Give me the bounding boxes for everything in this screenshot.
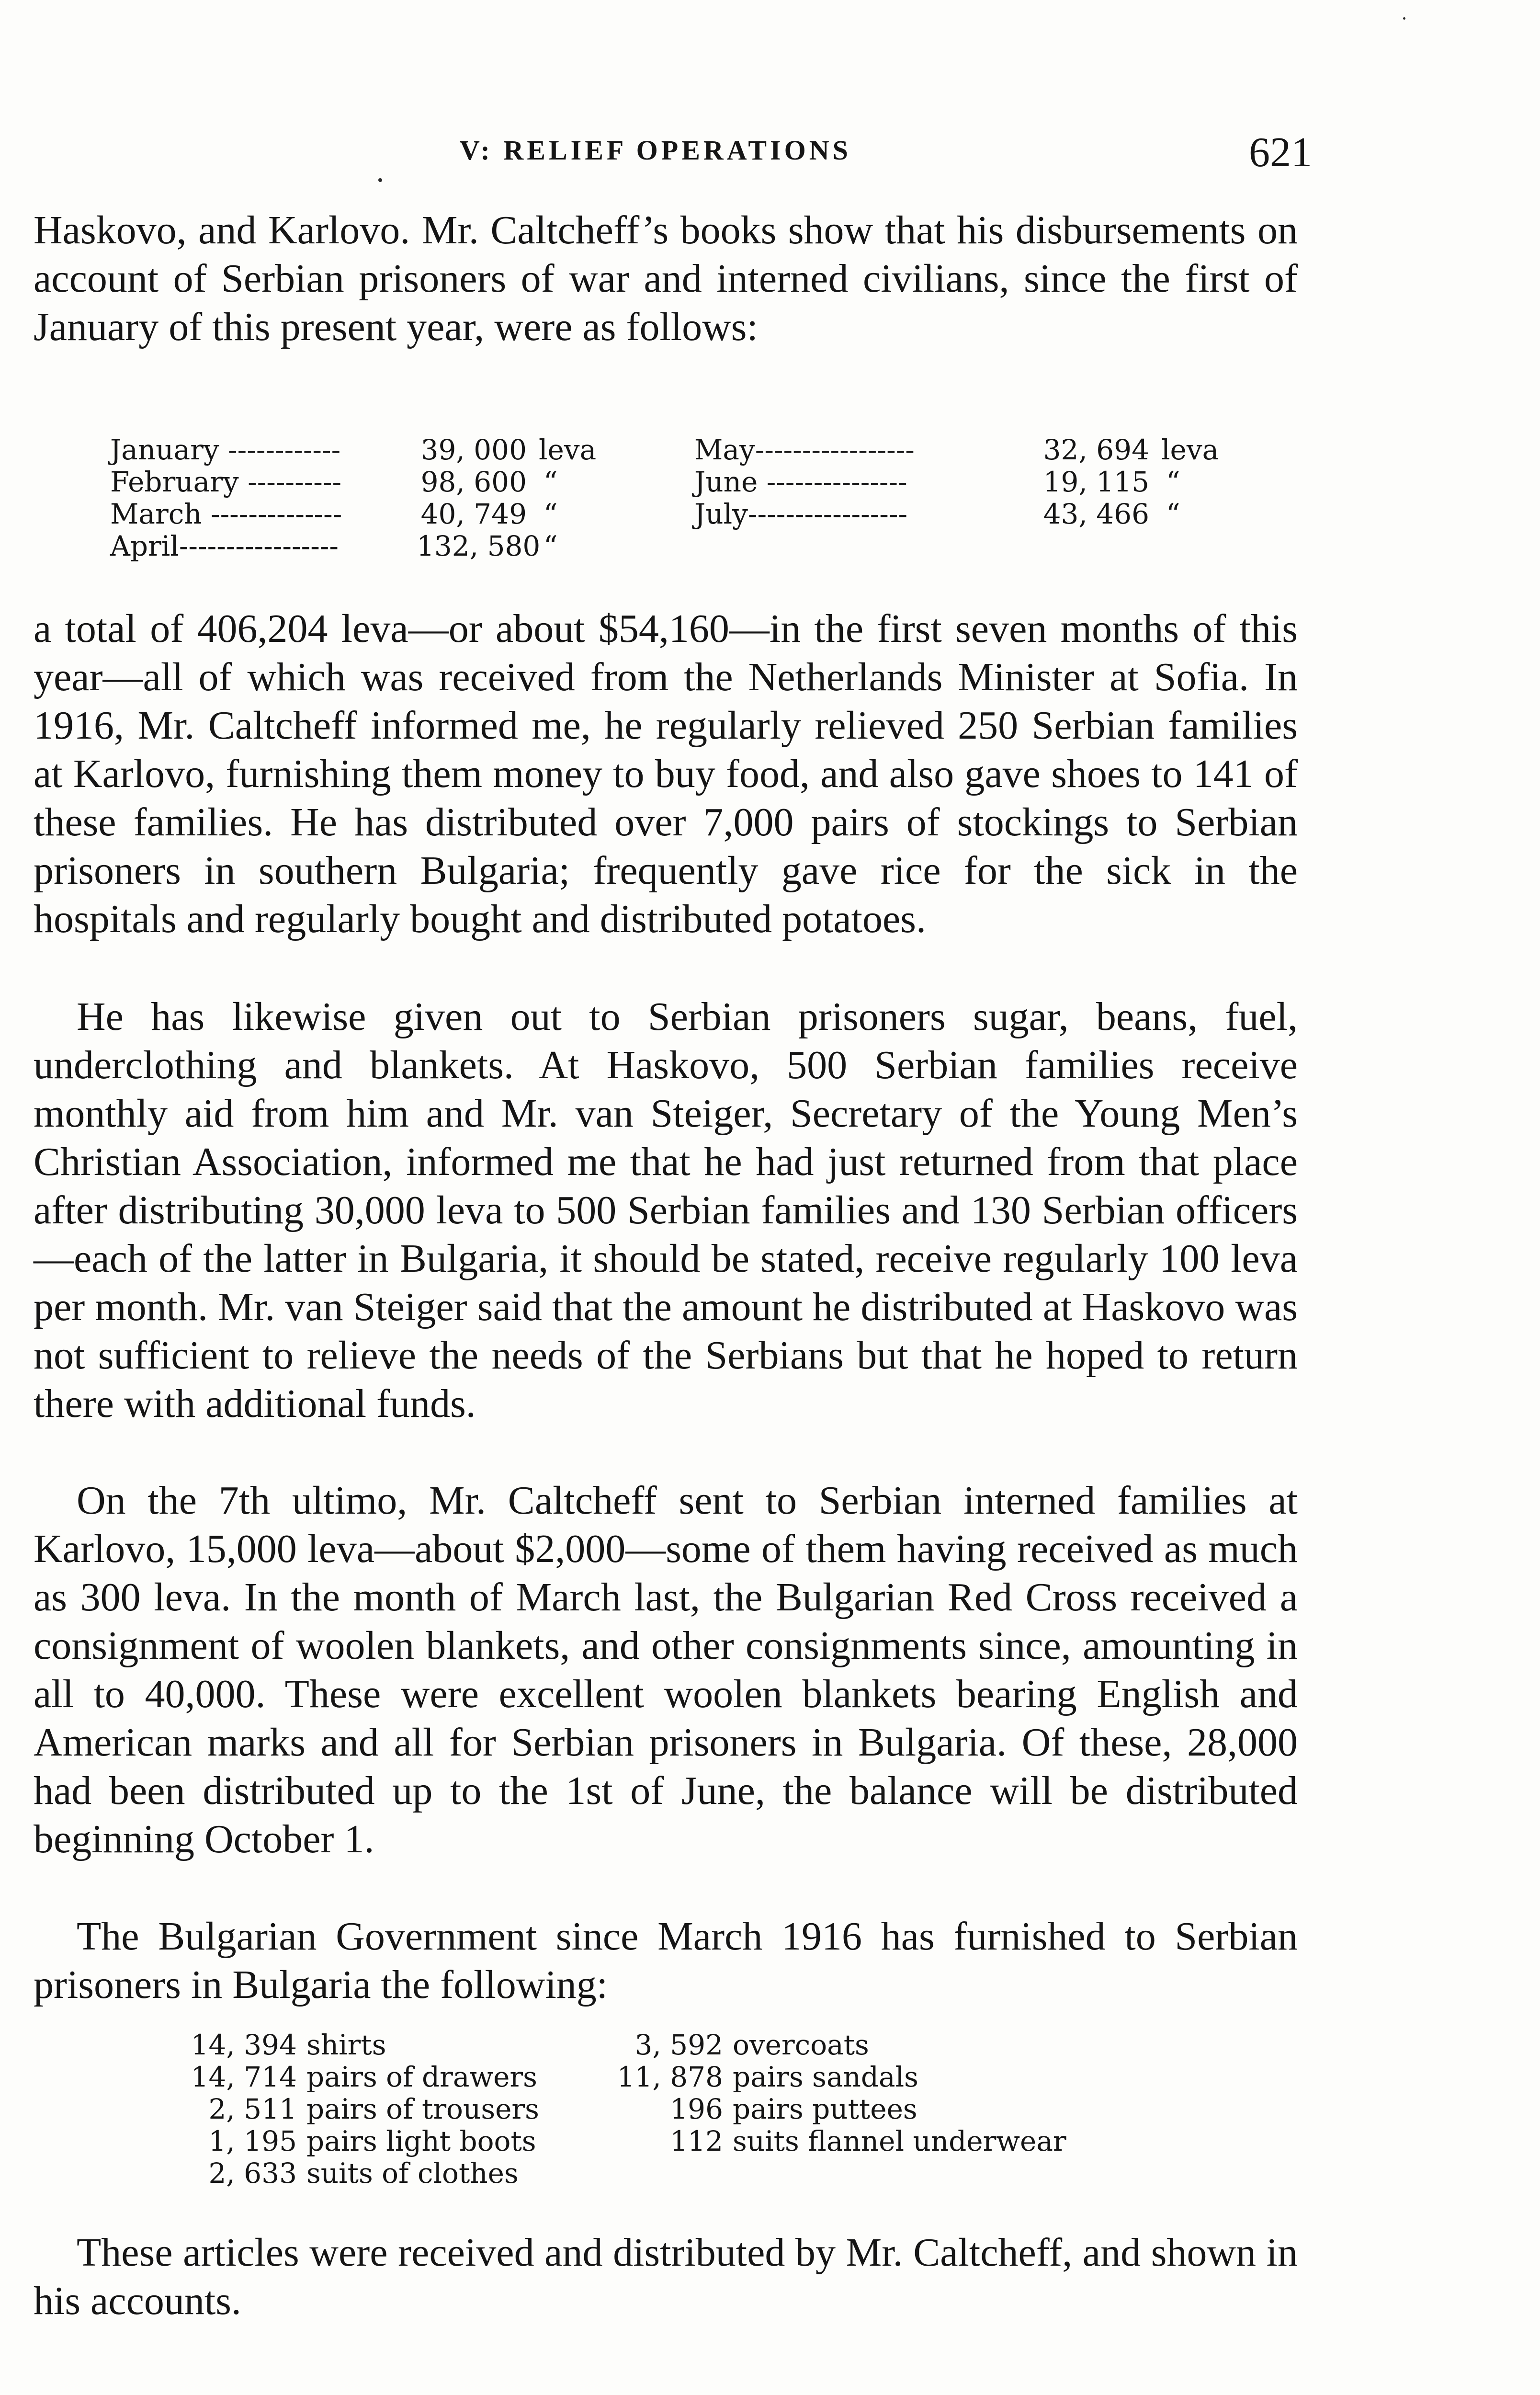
article-quantity: 3, 592 bbox=[634, 2029, 723, 2061]
paragraph-likewise: He has likewise given out to Serbian prisoners sugar, beans, fuel, underclothing and blankets. At Haskovo, 500 Serbian families receive monthly aid from him and Mr. van Steiger, Secretary of the Young Men’s Christian Association, informed me that he had just returned from that place after distributing 30,000 leva to 500 Serbian families and 130 Serbian officers—each of the latter in Bulgaria, it should be stated, receive regularly 100 leva per month. Mr. van Steiger said that the amount he distributed at Haskovo was not sufficient to relieve the needs of the Serbians but that he hoped to return there with additional funds. bbox=[34, 994, 1298, 1426]
article-row bbox=[187, 2061, 666, 2093]
article-description: shirts bbox=[306, 2029, 386, 2061]
article-description: pairs of drawers bbox=[306, 2061, 537, 2093]
month-unit: “ bbox=[544, 530, 558, 562]
book-page bbox=[34, 0, 1312, 2395]
disbursement-row bbox=[694, 434, 1288, 466]
article-description: suits of clothes bbox=[306, 2157, 519, 2190]
page-number: 621 bbox=[1249, 129, 1312, 176]
paragraph-disbursements-intro: Haskovo, and Karlovo. Mr. Caltcheff’s books show that his disbursements on account of Serbian prisoners of war and interned civilians, since the first of January of this present year, were as follows: bbox=[34, 208, 1298, 349]
print-speck bbox=[1403, 17, 1405, 20]
month-label: May----------------- bbox=[694, 433, 915, 466]
month-value: 19, 115 bbox=[1043, 466, 1149, 498]
month-label: January ------------ bbox=[110, 433, 341, 466]
article-row bbox=[187, 2157, 666, 2190]
article-row bbox=[613, 2061, 1235, 2093]
disbursement-row bbox=[110, 466, 704, 498]
month-unit: leva bbox=[1161, 433, 1219, 466]
disbursement-row bbox=[110, 498, 704, 530]
running-title: V: RELIEF OPERATIONS bbox=[460, 135, 851, 166]
month-value: 43, 466 bbox=[1043, 498, 1149, 530]
article-description: suits flannel underwear bbox=[733, 2125, 1066, 2157]
article-quantity: 2, 633 bbox=[208, 2157, 297, 2190]
disbursement-row bbox=[694, 466, 1288, 498]
month-label: April----------------- bbox=[110, 530, 339, 562]
month-unit: “ bbox=[1166, 466, 1180, 498]
month-unit: “ bbox=[544, 498, 558, 530]
article-quantity: 196 bbox=[670, 2093, 723, 2125]
month-value: 40, 749 bbox=[420, 498, 527, 530]
month-value: 132, 580 bbox=[417, 530, 541, 562]
article-row bbox=[613, 2093, 1235, 2125]
month-value: 39, 000 bbox=[420, 433, 527, 466]
disbursement-row bbox=[110, 530, 704, 562]
disbursement-row bbox=[110, 434, 704, 466]
article-description: overcoats bbox=[733, 2029, 869, 2061]
article-row bbox=[187, 2093, 666, 2125]
article-row bbox=[613, 2125, 1235, 2157]
article-quantity: 1, 195 bbox=[208, 2125, 297, 2157]
article-description: pairs light boots bbox=[306, 2125, 536, 2157]
month-unit: “ bbox=[1166, 498, 1180, 530]
article-row bbox=[187, 2125, 666, 2157]
month-value: 98, 600 bbox=[420, 466, 527, 498]
article-description: pairs sandals bbox=[733, 2061, 918, 2093]
month-label: March -------------- bbox=[110, 498, 342, 530]
month-label: February ---------- bbox=[110, 466, 342, 498]
print-speck bbox=[378, 178, 382, 182]
month-label: July----------------- bbox=[694, 498, 908, 530]
articles-list-right bbox=[613, 2029, 1235, 2157]
paragraph-closing: These articles were received and distributed by Mr. Caltcheff, and shown in his accounts. bbox=[34, 2230, 1298, 2323]
disbursement-row bbox=[694, 498, 1288, 530]
article-quantity: 2, 511 bbox=[208, 2093, 297, 2125]
article-quantity: 14, 714 bbox=[191, 2061, 297, 2093]
paragraph-seventh-ultimo: On the 7th ultimo, Mr. Caltcheff sent to Serbian interned families at Karlovo, 15,000 leva—about $2,000—some of them having received as much as 300 leva. In the month of March last, the Bulgarian Red Cross received a consignment of woolen blankets, and other consignments since, amounting in all to 40,000. These were excellent woolen blankets bearing English and American marks and all for Serbian prisoners in Bulgaria. Of these, 28,000 had been distributed up to the 1st of June, the balance will be distributed beginning October 1. bbox=[34, 1478, 1298, 1861]
article-row bbox=[187, 2029, 666, 2061]
article-row bbox=[613, 2029, 1235, 2061]
month-unit: “ bbox=[544, 466, 558, 498]
article-quantity: 14, 394 bbox=[191, 2029, 297, 2061]
month-unit: leva bbox=[539, 433, 597, 466]
article-description: pairs of trousers bbox=[306, 2093, 539, 2125]
month-label: June --------------- bbox=[694, 466, 907, 498]
running-head bbox=[34, 128, 1312, 176]
month-value: 32, 694 bbox=[1043, 433, 1149, 466]
paragraph-total: a total of 406,204 leva—or about $54,160—in the first seven months of this year—all of which was received from the Netherlands Minister at Sofia. In 1916, Mr. Caltcheff informed me, he regularly relieved 250 Serbian families at Karlovo, furnishing them money to buy food, and also gave shoes to 141 of these families. He has distributed over 7,000 pairs of stockings to Serbian prisoners in southern Bulgaria; frequently gave rice for the sick in the hospitals and regularly bought and distributed potatoes. bbox=[34, 606, 1298, 941]
disbursements-table-right bbox=[694, 434, 1288, 530]
article-description: pairs puttees bbox=[733, 2093, 917, 2125]
articles-list-left bbox=[187, 2029, 666, 2190]
article-quantity: 112 bbox=[670, 2125, 723, 2157]
paragraph-bulgarian-government: The Bulgarian Government since March 1916 has furnished to Serbian prisoners in Bulgaria the following: bbox=[34, 1914, 1298, 2007]
article-quantity: 11, 878 bbox=[617, 2061, 723, 2093]
disbursements-table-left bbox=[110, 434, 704, 562]
